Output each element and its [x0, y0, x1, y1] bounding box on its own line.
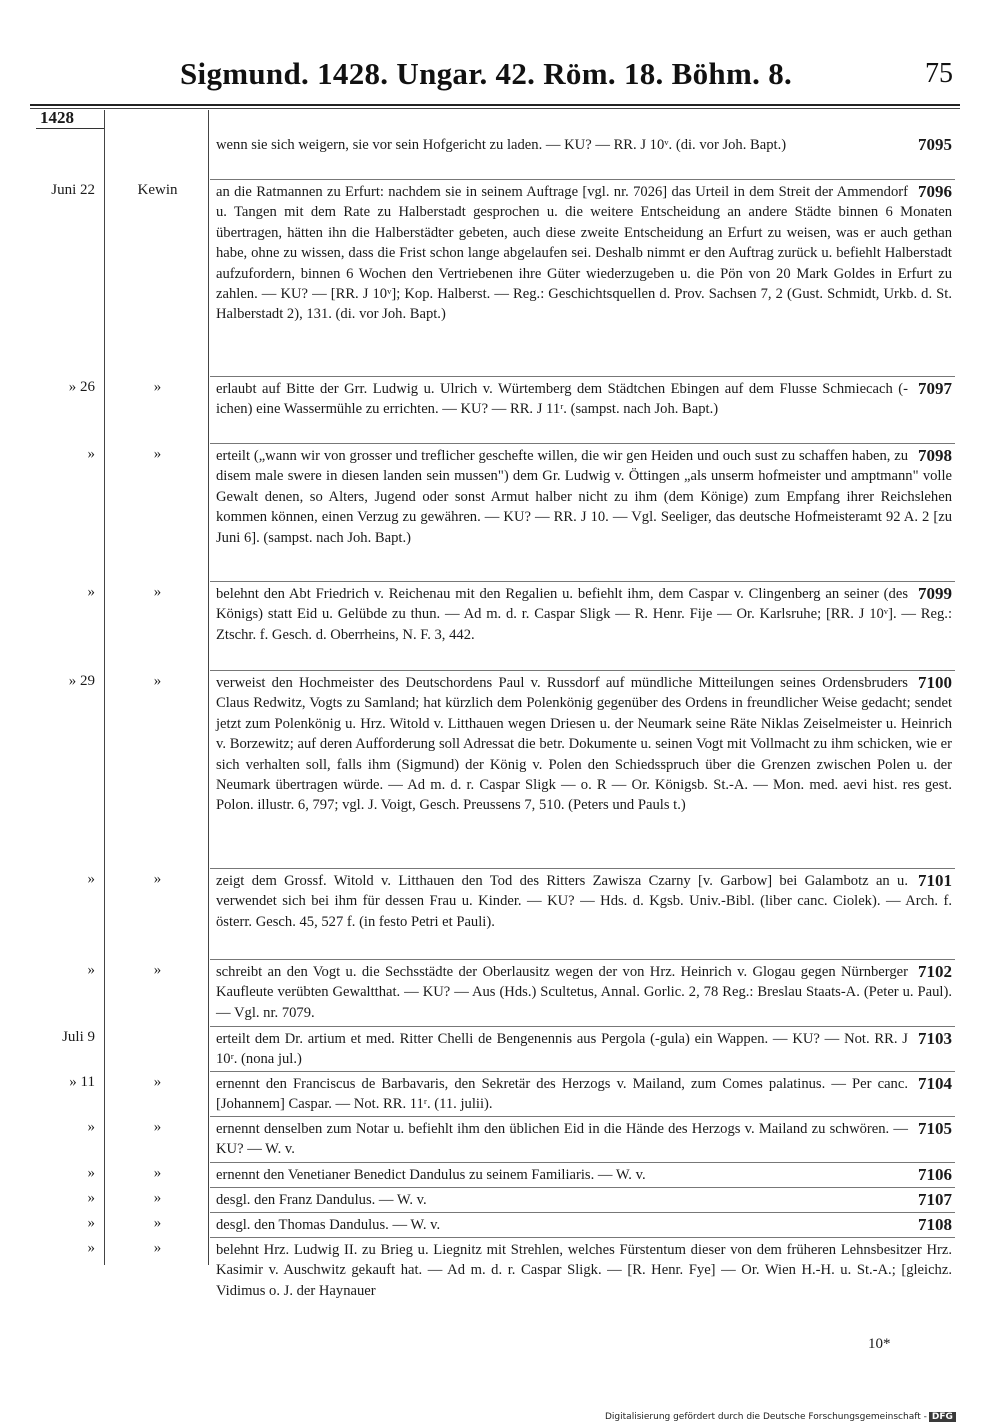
entry-number: 7095 — [918, 135, 952, 154]
entry-date: » 26 — [68, 379, 95, 395]
entry-body: desgl. den Franz Dandulus. — W. v. — [216, 1192, 427, 1208]
column-divider-place — [208, 110, 209, 1265]
entry-place: Kewin — [137, 182, 178, 198]
entry-date: » — [87, 446, 95, 462]
entry-body: an die Ratmannen zu Erfurt: nachdem sie in seinem Auftrage [vgl. nr. 7026] das Urteil in dem Streit der Ammendorf u. Tangen mit dem Rate zu Halberstadt gesprochen u. die weitere Entscheidung an andere Städte binnen 6 Monaten übertragen, hätten ihn die Halberstädter gebeten, auch diese zweite Entscheidung an Erfurt zu weisen, was er auch gethan habe, ohne zu wissen, dass die Frist schon lange abgelaufen sei. Deshalb nimmt er den Auftrag zurück u. befiehlt Halberstadt aufzufordern, binnen 6 Wochen den Vertriebenen ihre Güter wiederzugeben u. die Pön von 20 Mark Goldes in Erfurt zu zahlen. — KU? — [RR. J 10ᵛ]; Kop. Halberst. — Reg.: Geschichtsquellen d. Prov. Sachsen 7, 2 (Gust. Schmidt, Urkb. d. St. Halberstadt 2), 131. (di. vor Joh. Bapt.) — [216, 184, 952, 323]
entry-body: schreibt an den Vogt u. die Sechsstädte der Oberlausitz wegen der von Hrz. Heinrich v. Glogau gegen Nürnberger Kaufleute verübten Gewaltthat. — KU? — Aus (Hds.) Scultetus, Annal. Gorlic. 2, 78 Reg.: Breslau Staats-A. (Peter u. Paul). — Vgl. nr. 7079. — [216, 964, 952, 1021]
entry-body: belehnt den Abt Friedrich v. Reichenau mit den Regalien u. befiehlt ihm, dem Caspar v. Clingenberg an seiner (des Königs) statt Eid u. Gelübde zu thun. — Ad m. d. r. Caspar Sligk — R. Henr. Fije — Or. Karlsruhe; [RR. J 10ᵛ]. — Reg.: Ztschr. f. Gesch. d. Oberrheins, N. F. 3, 442. — [216, 586, 952, 643]
entry-divider — [210, 670, 955, 671]
entry-place: » — [153, 1074, 162, 1090]
year-label: 1428 — [40, 108, 74, 127]
entry-text — [216, 182, 952, 325]
entry-body: verweist den Hochmeister des Deutschordens Paul v. Russdorf auf mündliche Mitteilungen seines Ordensbruders Claus Redwitz, Vogts zu Samland; hat kürzlich dem Polenkönig gegenüber des Ordens in freundlicher Weise gedacht; sendet jetzt zum Polenkönig u. Hrz. Witold v. Litthauen wegen Driesen u. der Neumark seine Räte Niklas Zeiselmeister u. Heinrich v. Borzewitz; auf deren Aufforderung soll Adressat die betr. Dokumente u. seinen Vogt mit Vollmacht zu ihm schicken, wie er sich verhalten soll, falls ihm (Sigmund) der König v. Polen den Schiedsspruch über die Grenzen zwischen Polen u. der Neumark übertragen würde. — Ad m. d. r. Caspar Sligk — o. R — Or. Königsb. St.-A. — Mon. med. aevi hist. res gest. Polon. illustr. 6, 797; vgl. J. Voigt, Gesch. Preussens 7, 510. (Peters und Pauls t.) — [216, 675, 952, 814]
entry-number: 7103 — [918, 1029, 952, 1048]
entry-date: » — [87, 1240, 95, 1256]
entry-date: » — [87, 584, 95, 600]
entry-date: » — [87, 1165, 95, 1181]
entry-body: erteilt („wann wir von grosser und treflicher geschefte willen, die wir gen Heiden und ouch sust zu schaffen haben, zu disem male swere in diesen landen sein mussen") dem Gr. Ludwig v. Öttingen „als unserm hofmeister und amptmann" volle Gewalt denen, so Alters, Jugend oder sonst Armut halber nicht zu ihm (dem Könige) zum Empfang ihrer Reichslehen kommen können, einen Verzug zu gewähren. — KU? — RR. J 10. — Vgl. Seeliger, das deutsche Hofmeisteramt 92 A. 2 [zu Juni 6]. (sampst. nach Joh. Bapt.) — [216, 448, 952, 546]
entry-body: wenn sie sich weigern, sie vor sein Hofgericht zu laden. — KU? — RR. J 10ᵛ. (di. vor Joh. Bapt.) — [216, 137, 787, 153]
entry-text — [216, 1119, 952, 1160]
entry-body: erlaubt auf Bitte der Grr. Ludwig u. Ulrich v. Würtemberg dem Städtchen Ebingen auf dem Flusse Schmiecach (-ichen) eine Wassermühle zu errichten. — KU? — RR. J 11ʳ. (sampst. nach Joh. Bapt.) — [216, 381, 908, 418]
entry-number: 7096 — [918, 182, 952, 201]
entry-divider — [210, 868, 955, 869]
entry-text — [216, 584, 952, 645]
entry-divider — [210, 443, 955, 444]
entry-place: » — [153, 962, 162, 978]
entry-divider — [210, 581, 955, 582]
entry-divider — [210, 1026, 955, 1027]
entry-place: » — [153, 1240, 162, 1256]
page-header — [0, 0, 1000, 127]
entry-place: » — [153, 1119, 162, 1135]
entry-number: 7106 — [918, 1165, 952, 1184]
entry-place: » — [153, 1165, 162, 1181]
entry-text — [216, 446, 952, 548]
entry-text — [216, 1165, 952, 1185]
entry-place: » — [153, 446, 162, 462]
entry-date: Juli 9 — [62, 1029, 95, 1045]
entry-text — [216, 871, 952, 932]
entry-number: 7108 — [918, 1215, 952, 1234]
entry-place: » — [153, 871, 162, 887]
column-divider-date — [104, 110, 105, 1265]
entry-place: » — [153, 1215, 162, 1231]
entry-number: 7098 — [918, 446, 952, 465]
entry-date: » 29 — [68, 673, 95, 689]
entry-date: » 11 — [69, 1074, 95, 1090]
entry-date: Juni 22 — [51, 182, 95, 198]
entry-date: » — [87, 1119, 95, 1135]
page-title: Sigmund. 1428. Ungar. 42. Röm. 18. Böhm. 8. — [180, 56, 793, 91]
entry-place: » — [153, 379, 162, 395]
entry-number: 7107 — [918, 1190, 952, 1209]
entry-number: 7102 — [918, 962, 952, 981]
entry-text — [216, 962, 952, 1023]
top-rule-thin — [30, 108, 960, 109]
entry-text — [216, 1240, 952, 1301]
entry-divider — [210, 1116, 955, 1117]
entry-place: » — [153, 584, 162, 600]
entry-body: ernennt den Franciscus de Barbavaris, den Sekretär des Herzogs v. Mailand, zum Comes palatinus. — Per canc. [Johannem] Caspar. — Not. RR. 11ʳ. (11. julii). — [216, 1076, 908, 1113]
entry-text — [216, 1215, 952, 1235]
entry-date: » — [87, 1215, 95, 1231]
entry-divider — [210, 1237, 955, 1238]
signature-mark: 10* — [868, 1336, 891, 1352]
entry-number: 7099 — [918, 584, 952, 603]
entry-body: belehnt Hrz. Ludwig II. zu Brieg u. Liegnitz mit Strehlen, welches Fürstentum dieser von dem früheren Lehnsbesitzer Hrz. Kasimir v. Auschwitz gekauft hat. — Ad m. d. r. Caspar Sligk. — [R. Henr. Fye] — Or. Wien H.-H. u. St.-A.; [gleichz. Vidimus o. J. der Haynauer — [216, 1242, 952, 1299]
top-rule — [30, 104, 960, 106]
entry-body: ernennt denselben zum Notar u. befiehlt ihm den üblichen Eid in die Hände des Herzogs v. Mailand zu schwören. — KU? — W. v. — [216, 1121, 908, 1158]
entry-divider — [210, 1212, 955, 1213]
entry-number: 7100 — [918, 673, 952, 692]
entry-number: 7104 — [918, 1074, 952, 1093]
footer-credit — [605, 1412, 956, 1422]
entry-body: desgl. den Thomas Dandulus. — W. v. — [216, 1217, 441, 1233]
entry-number: 7097 — [918, 379, 952, 398]
entry-divider — [210, 959, 955, 960]
entry-body: zeigt dem Grossf. Witold v. Litthauen den Tod des Ritters Zawisza Czarny [v. Garbow] bei Galambotz an u. verwendet sich bei ihm für dessen Frau u. Kinder. — KU? — Hds. d. Kgsb. Univ.-Bibl. (liber canc. Ciolek). — Arch. f. österr. Gesch. 45, 527 f. (in festo Petri et Pauli). — [216, 873, 952, 930]
entry-divider — [210, 179, 955, 180]
entry-text — [216, 1190, 952, 1210]
entry-number: 7105 — [918, 1119, 952, 1138]
entry-divider — [210, 1071, 955, 1072]
entry-divider — [210, 376, 955, 377]
entry-text — [216, 379, 952, 420]
entry-place: » — [153, 1190, 162, 1206]
entry-body: erteilt dem Dr. artium et med. Ritter Chelli de Bengenennis aus Pergola (-gula) ein Wappen. — KU? — Not. RR. J 10ʳ. (nona jul.) — [216, 1031, 908, 1068]
entry-text — [216, 1029, 952, 1070]
entry-text — [216, 1074, 952, 1115]
entry-place: » — [153, 673, 162, 689]
entry-text — [216, 673, 952, 816]
entry-body: ernennt den Venetianer Benedict Dandulus zu seinem Familiaris. — W. v. — [216, 1167, 646, 1183]
entry-text — [216, 135, 952, 155]
entry-date: » — [87, 1190, 95, 1206]
footer-credit-text: Digitalisierung gefördert durch die Deutsche Forschungsgemeinschaft - — [605, 1412, 927, 1422]
page-number: 75 — [925, 58, 953, 89]
entry-divider — [210, 1187, 955, 1188]
entry-date: » — [87, 962, 95, 978]
entry-divider — [210, 1162, 955, 1163]
entry-date: » — [87, 871, 95, 887]
dfg-logo: DFG — [929, 1412, 956, 1422]
entry-number: 7101 — [918, 871, 952, 890]
year-underline — [36, 128, 104, 129]
